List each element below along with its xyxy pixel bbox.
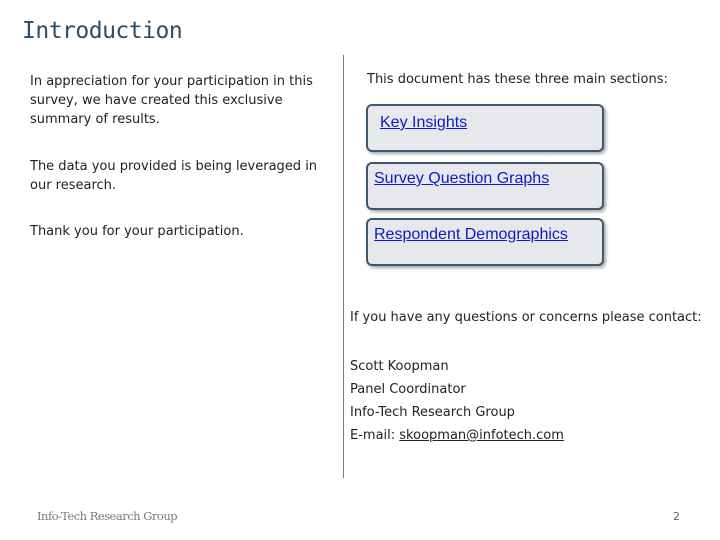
contact-name: Scott Koopman (350, 359, 449, 374)
respondent-demographics-link[interactable]: Respondent Demographics (374, 226, 568, 243)
key-insights-link[interactable]: Key Insights (380, 114, 468, 131)
survey-question-graphs-link[interactable]: Survey Question Graphs (374, 170, 550, 187)
data-usage-paragraph: The data you provided is being leveraged in our research. (30, 159, 318, 193)
contact-org: Info-Tech Research Group (350, 405, 515, 420)
vertical-divider (343, 55, 344, 478)
section-box-survey-question-graphs[interactable] (366, 162, 604, 210)
email-label: E-mail: (350, 428, 396, 443)
email-link[interactable]: skoopman@infotech.com (399, 428, 564, 443)
contact-email-line (350, 424, 564, 447)
contact-role: Panel Coordinator (350, 382, 466, 397)
page-number: 2 (673, 510, 680, 523)
section-box-respondent-demographics[interactable] (366, 218, 604, 266)
page-title: Introduction (22, 18, 183, 44)
sections-intro: This document has these three main sections: (367, 72, 668, 87)
appreciation-paragraph: In appreciation for your participation in this survey, we have created this exclusive summary of results. (30, 74, 313, 127)
contact-block (350, 355, 564, 447)
section-box-key-insights[interactable] (366, 104, 604, 152)
thank-you-paragraph: Thank you for your participation. (30, 224, 244, 239)
contact-intro: If you have any questions or concerns please contact: (350, 310, 702, 325)
footer-company: Info-Tech Research Group (37, 509, 178, 523)
